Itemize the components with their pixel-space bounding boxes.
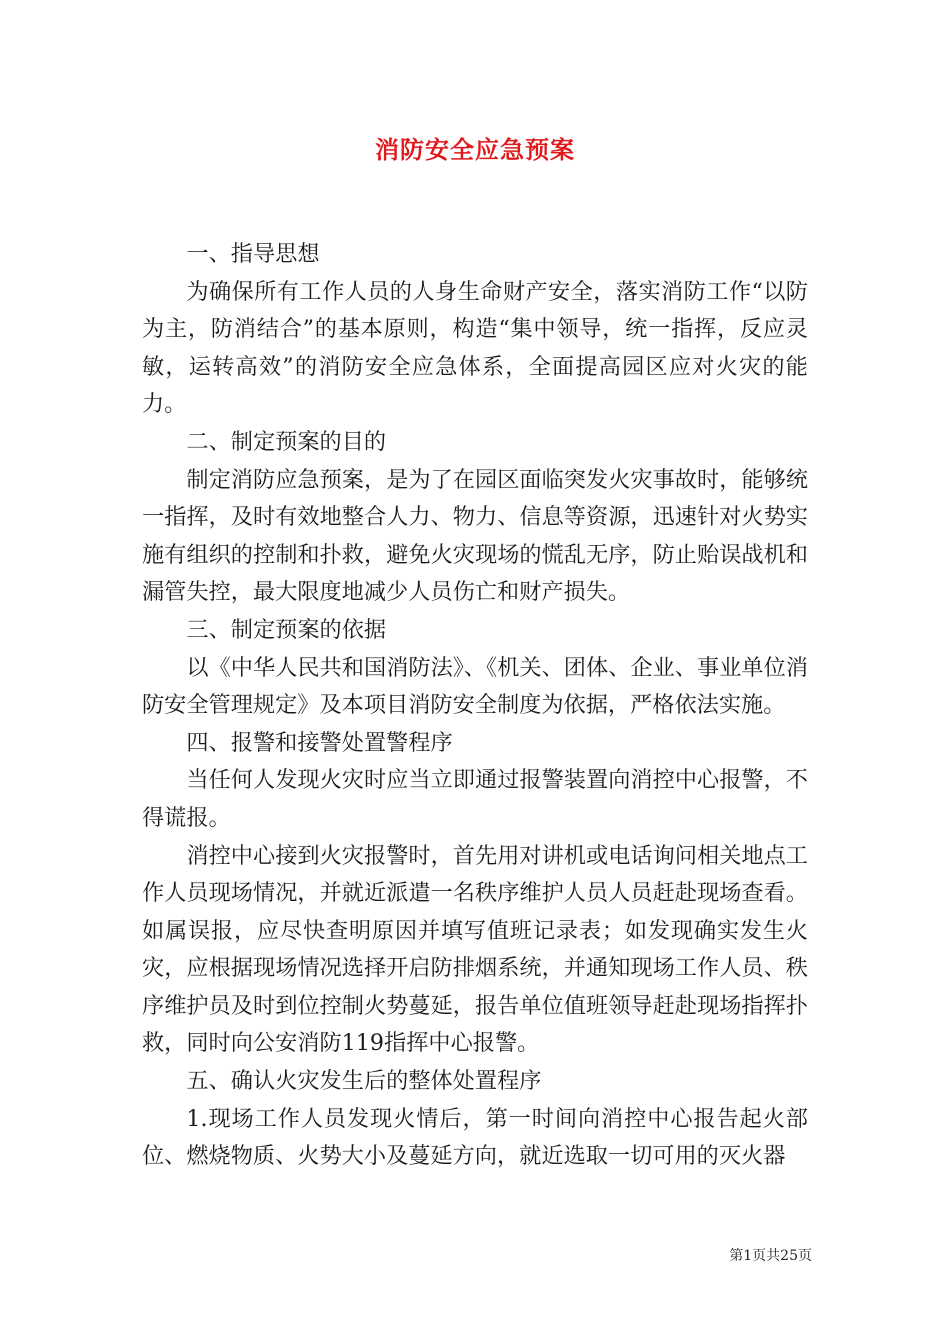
heading-alarm-procedure: 四、报警和接警处置警程序 [186, 729, 453, 756]
paragraph: 当任何人发现火灾时应当立即通过报警装置向消控中心报警，不得谎报。 [142, 767, 808, 831]
document-body [142, 236, 808, 1176]
heading-purpose: 二、制定预案的目的 [186, 428, 387, 455]
paragraph: 以《中华人民共和国消防法》、《机关、团体、企业、事业单位消防安全管理规定》及本项目消防安全制度为依据，严格依法实施。 [142, 654, 808, 719]
paragraph: 制定消防应急预案，是为了在园区面临突发火灾事故时，能够统一指挥，及时有效地整合人力、物力、信息等资源，迅速针对火势实施有组织的控制和扑救，避免火灾现场的慌乱无序，防止贻误战机和漏管失控，最大限度地减少人员伤亡和财产损失。 [142, 466, 808, 606]
document-title: 消防安全应急预案 [375, 135, 575, 164]
paragraph: 1.现场工作人员发现火情后，第一时间向消控中心报告起火部位、燃烧物质、火势大小及蔓延方向，就近选取一切可用的灭火器 [142, 1105, 808, 1170]
heading-guiding-ideology: 一、指导思想 [186, 241, 320, 267]
heading-basis: 三、制定预案的依据 [186, 616, 387, 643]
paragraph: 为确保所有工作人员的人身生命财产安全，落实消防工作“以防为主，防消结合”的基本原则，构造“集中领导，统一指挥，反应灵敏，运转高效”的消防安全应急体系，全面提高园区应对火灾的能力。 [142, 278, 808, 418]
paragraph: 消控中心接到火灾报警时，首先用对讲机或电话询问相关地点工作人员现场情况，并就近派遣一名秩序维护人员人员赶赴现场查看。如属误报，应尽快查明原因并填写值班记录表；如发现确实发生火灾，应根据现场情况选择开启防排烟系统，并通知现场工作人员、秩序维护员及时到位控制火势蔓延，报告单位值班领导赶赴现场指挥扑救，同时向公安消防119指挥中心报警。 [142, 842, 808, 1057]
heading-overall-procedure: 五、确认火灾发生后的整体处置程序 [186, 1068, 542, 1095]
page-number: 第1页共25页 [729, 1248, 812, 1264]
